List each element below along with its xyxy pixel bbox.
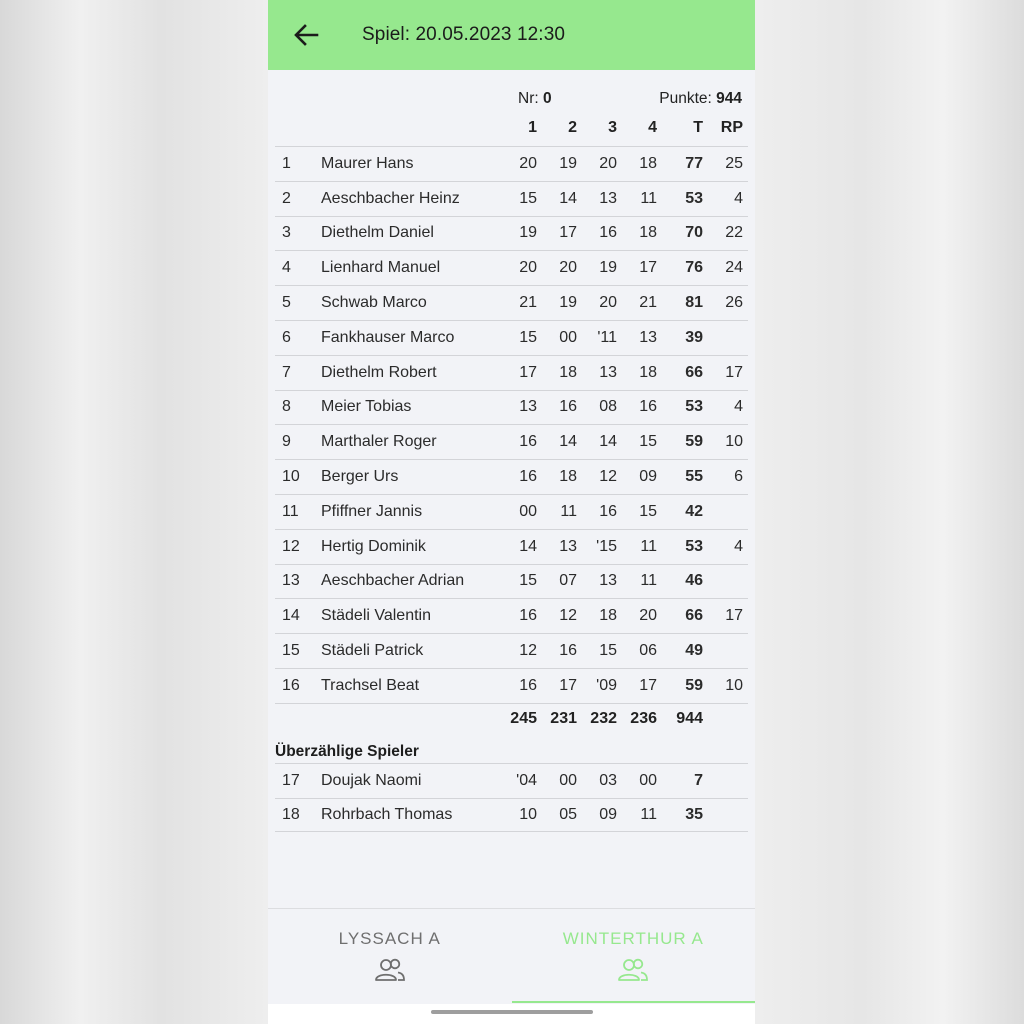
meta-row <box>275 70 748 110</box>
player-name: Marthaler Roger <box>321 433 437 451</box>
player-name: Pfiffner Jannis <box>321 502 423 520</box>
score-cell: 10 <box>725 676 743 694</box>
score-cell: 13 <box>559 537 577 555</box>
player-name: Hertig Dominik <box>321 537 426 555</box>
background-right <box>755 0 1024 1024</box>
score-cell: '04 <box>516 771 537 789</box>
tab-bar <box>268 908 755 1004</box>
score-cell: 11 <box>640 572 657 590</box>
player-row <box>275 529 748 564</box>
score-cell: 17 <box>725 607 743 625</box>
score-cell: 15 <box>519 189 537 207</box>
score-cell: 21 <box>519 294 537 312</box>
score-cell: 22 <box>725 224 743 242</box>
score-cell: 19 <box>559 294 577 312</box>
player-row <box>275 763 748 798</box>
score-cell: 19 <box>559 154 577 172</box>
score-cell: 20 <box>519 154 537 172</box>
total-cell: 236 <box>630 710 657 728</box>
column-header: 1 <box>528 119 537 136</box>
score-cell: 16 <box>519 607 537 625</box>
score-cell: 14 <box>599 433 617 451</box>
totals-row <box>275 703 748 735</box>
total-cell: 232 <box>590 710 617 728</box>
page-title: Spiel: 20.05.2023 12:30 <box>362 24 566 45</box>
score-cell: 25 <box>725 154 743 172</box>
score-cell: 14 <box>559 433 577 451</box>
score-cell: 39 <box>685 328 703 346</box>
score-cell: 17 <box>639 676 657 694</box>
player-name: Aeschbacher Adrian <box>321 572 465 590</box>
player-number: 17 <box>282 771 300 789</box>
player-number: 18 <box>282 805 300 823</box>
extra-player-list <box>275 763 748 833</box>
player-row <box>275 146 748 181</box>
score-cell: 4 <box>734 398 743 416</box>
column-header: 2 <box>568 119 577 136</box>
score-cell: '15 <box>596 537 617 555</box>
score-cell: 16 <box>639 398 657 416</box>
player-name: Meier Tobias <box>321 398 412 416</box>
score-cell: 09 <box>639 468 657 486</box>
score-cell: 17 <box>559 676 577 694</box>
score-cell: 46 <box>685 572 703 590</box>
score-cell: 15 <box>639 433 657 451</box>
player-name: Rohrbach Thomas <box>321 805 453 823</box>
score-cell: 76 <box>685 259 703 277</box>
score-cell: 18 <box>639 224 657 242</box>
score-cell: 24 <box>725 259 743 277</box>
player-row <box>275 459 748 494</box>
player-number: 2 <box>282 189 291 207</box>
column-header: 4 <box>648 119 657 136</box>
tab-lyssach-a[interactable] <box>268 909 512 1004</box>
score-cell: 16 <box>599 502 617 520</box>
score-cell: 12 <box>559 607 577 625</box>
player-name: Fankhauser Marco <box>321 328 455 346</box>
player-row <box>275 598 748 633</box>
player-row <box>275 424 748 459</box>
score-cell: 00 <box>519 502 537 520</box>
player-name: Doujak Naomi <box>321 771 422 789</box>
score-cell: 77 <box>685 154 703 172</box>
player-number: 5 <box>282 294 291 312</box>
player-name: Berger Urs <box>321 468 399 486</box>
player-list <box>275 146 748 703</box>
player-number: 6 <box>282 328 291 346</box>
score-cell: 14 <box>519 537 537 555</box>
score-cell: 26 <box>725 294 743 312</box>
player-name: Lienhard Manuel <box>321 259 441 277</box>
player-number: 3 <box>282 224 291 242</box>
player-name: Diethelm Robert <box>321 363 437 381</box>
total-cell: 231 <box>550 710 577 728</box>
score-cell: 17 <box>519 363 537 381</box>
extra-players-title: Überzählige Spieler <box>275 742 419 760</box>
score-cell: 16 <box>519 676 537 694</box>
score-cell: 06 <box>639 642 657 660</box>
total-cell: 245 <box>510 710 537 728</box>
score-cell: 12 <box>599 468 617 486</box>
score-cell: 13 <box>519 398 537 416</box>
column-header: RP <box>720 119 743 136</box>
score-cell: 4 <box>734 189 743 207</box>
back-button[interactable] <box>290 19 322 51</box>
score-cell: 18 <box>559 363 577 381</box>
score-cell: 19 <box>519 224 537 242</box>
system-nav-bar <box>268 1004 755 1024</box>
player-row <box>275 216 748 251</box>
player-number: 7 <box>282 363 291 381</box>
player-row <box>275 668 748 703</box>
player-number: 10 <box>282 468 300 486</box>
score-cell: 7 <box>694 771 703 789</box>
tab-winterthur-a[interactable] <box>512 909 756 1004</box>
score-cell: 00 <box>559 771 577 789</box>
score-cell: 00 <box>559 328 577 346</box>
player-name: Diethelm Daniel <box>321 224 434 242</box>
score-cell: 15 <box>599 642 617 660</box>
score-cell: 16 <box>519 433 537 451</box>
score-cell: 17 <box>559 224 577 242</box>
player-row <box>275 181 748 216</box>
score-cell: 03 <box>599 771 617 789</box>
score-cell: 11 <box>640 189 657 207</box>
player-number: 4 <box>282 259 291 277</box>
background-left <box>0 0 268 1024</box>
player-row <box>275 798 748 833</box>
player-number: 9 <box>282 433 291 451</box>
score-cell: 20 <box>519 259 537 277</box>
score-cell: 20 <box>599 154 617 172</box>
player-name: Städeli Patrick <box>321 642 424 660</box>
score-cell: 4 <box>734 537 743 555</box>
score-cell: 05 <box>559 805 577 823</box>
player-name: Trachsel Beat <box>321 676 420 694</box>
score-cell: 20 <box>639 607 657 625</box>
score-cell: 16 <box>559 398 577 416</box>
total-cell: 944 <box>676 710 703 728</box>
score-cell: 10 <box>519 805 537 823</box>
score-cell: 53 <box>685 537 703 555</box>
score-cell: 14 <box>559 189 577 207</box>
score-cell: 15 <box>519 328 537 346</box>
score-cell: 49 <box>685 642 703 660</box>
player-row <box>275 633 748 668</box>
score-cell: 55 <box>685 468 703 486</box>
player-name: Aeschbacher Heinz <box>321 189 460 207</box>
score-cell: 20 <box>599 294 617 312</box>
score-cell: 13 <box>639 328 657 346</box>
player-row <box>275 390 748 425</box>
score-cell: 66 <box>685 363 703 381</box>
home-indicator[interactable] <box>431 1010 593 1014</box>
score-cell: 18 <box>639 154 657 172</box>
score-cell: 21 <box>639 294 657 312</box>
score-cell: 15 <box>639 502 657 520</box>
score-cell: 81 <box>685 294 703 312</box>
player-number: 16 <box>282 676 300 694</box>
player-row <box>275 494 748 529</box>
score-cell: 16 <box>559 642 577 660</box>
score-cell: 59 <box>685 433 703 451</box>
score-cell: 11 <box>640 805 657 823</box>
score-cell: 11 <box>640 537 657 555</box>
score-cell: 09 <box>599 805 617 823</box>
score-cell: 35 <box>685 805 703 823</box>
player-number: 12 <box>282 537 300 555</box>
tab-label: LYSSACH A <box>338 929 441 948</box>
player-number: 8 <box>282 398 291 416</box>
player-number: 11 <box>282 502 299 520</box>
score-cell: 00 <box>639 771 657 789</box>
player-name: Schwab Marco <box>321 294 427 312</box>
app-screen <box>268 0 755 1024</box>
punkte-info: Punkte: 944 <box>659 90 742 107</box>
nr-info: Nr: 0 <box>518 90 552 107</box>
player-row <box>275 285 748 320</box>
score-cell: 08 <box>599 398 617 416</box>
score-cell: 18 <box>559 468 577 486</box>
score-cell: 17 <box>639 259 657 277</box>
score-cell: 15 <box>519 572 537 590</box>
player-number: 15 <box>282 642 300 660</box>
score-cell: 6 <box>734 468 743 486</box>
score-cell: 16 <box>519 468 537 486</box>
score-cell: '09 <box>596 676 617 694</box>
score-cell: 17 <box>725 363 743 381</box>
player-number: 1 <box>282 154 291 172</box>
score-cell: 19 <box>599 259 617 277</box>
score-cell: 13 <box>599 189 617 207</box>
score-cell: '11 <box>597 328 617 346</box>
arrow-left-icon <box>293 24 319 46</box>
people-icon <box>374 957 406 983</box>
score-cell: 59 <box>685 676 703 694</box>
score-cell: 10 <box>725 433 743 451</box>
player-name: Maurer Hans <box>321 154 414 172</box>
tab-label: WINTERTHUR A <box>562 929 704 948</box>
score-cell: 13 <box>599 572 617 590</box>
score-cell: 18 <box>639 363 657 381</box>
app-bar <box>268 0 755 70</box>
player-row <box>275 320 748 355</box>
player-row <box>275 564 748 599</box>
score-cell: 42 <box>685 502 703 520</box>
people-icon <box>617 957 649 983</box>
score-cell: 53 <box>685 398 703 416</box>
player-row <box>275 355 748 390</box>
score-cell: 07 <box>559 572 577 590</box>
player-name: Städeli Valentin <box>321 607 431 625</box>
score-cell: 11 <box>560 502 577 520</box>
score-cell: 12 <box>519 642 537 660</box>
score-cell: 20 <box>559 259 577 277</box>
player-row <box>275 250 748 285</box>
score-cell: 18 <box>599 607 617 625</box>
score-cell: 66 <box>685 607 703 625</box>
score-cell: 70 <box>685 224 703 242</box>
column-header: T <box>693 119 703 136</box>
score-cell: 53 <box>685 189 703 207</box>
player-number: 14 <box>282 607 300 625</box>
score-cell: 16 <box>599 224 617 242</box>
column-header: 3 <box>608 119 617 136</box>
player-number: 13 <box>282 572 300 590</box>
score-cell: 13 <box>599 363 617 381</box>
table-header <box>275 110 748 146</box>
score-table <box>268 70 755 832</box>
